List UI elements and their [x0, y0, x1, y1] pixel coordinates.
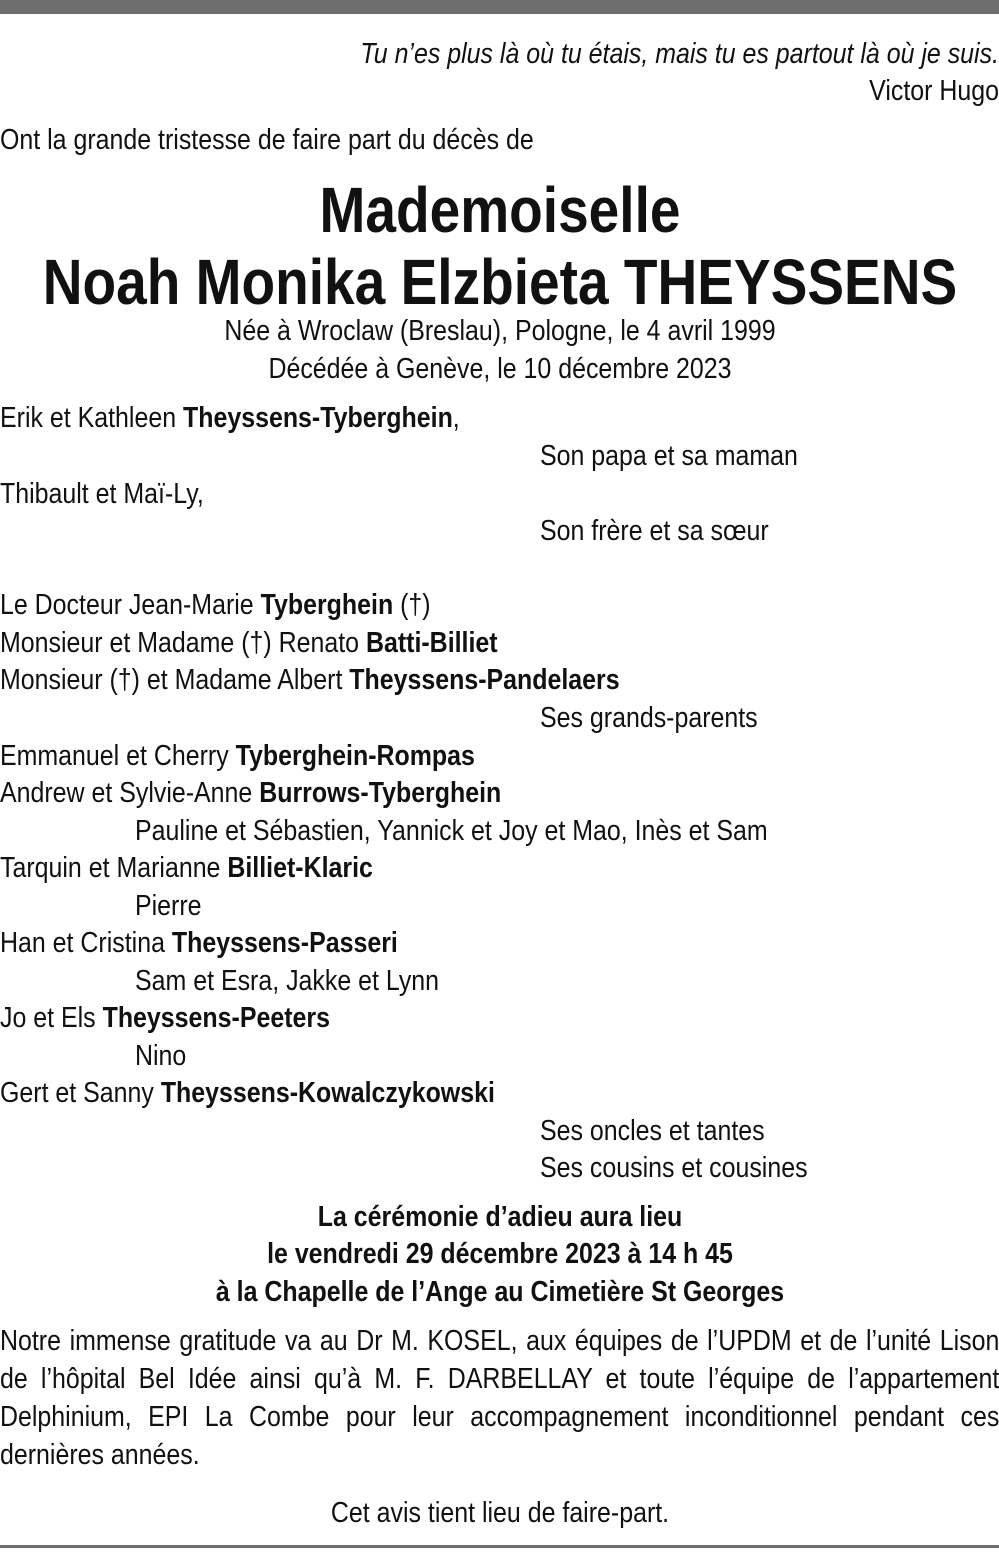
- uncle-surname: Billiet-Klaric: [227, 852, 373, 884]
- cousins-line: Pauline et Sébastien, Yannick et Joy et Mao, Inès et Sam: [135, 815, 768, 847]
- closing-line: Cet avis tient lieu de faire-part.: [330, 1497, 670, 1529]
- uncle-first: Emmanuel et Cherry: [0, 740, 236, 772]
- grandparent-suffix: (†): [393, 589, 431, 621]
- parents-suffix: ,: [452, 402, 460, 434]
- top-rule: [0, 0, 999, 14]
- grandparents-role: Ses grands-parents: [540, 702, 758, 734]
- deceased-name: Noah Monika Elzbieta THEYSSENS: [42, 246, 958, 318]
- siblings-role: Son frère et sa sœur: [540, 515, 769, 547]
- death-line: Décédée à Genève, le 10 décembre 2023: [268, 353, 732, 385]
- uncle-surname: Theyssens-Peeters: [102, 1002, 330, 1034]
- cousins-line: Nino: [135, 1040, 187, 1072]
- grandparent-first: Le Docteur Jean-Marie: [0, 589, 261, 621]
- ceremony-date: le vendredi 29 décembre 2023 à 14 h 45: [267, 1238, 733, 1270]
- cousins-line: Sam et Esra, Jakke et Lynn: [135, 965, 440, 997]
- grandparent-line: [0, 625, 999, 661]
- uncle-surname: Burrows-Tyberghein: [259, 777, 502, 809]
- parents-first-names: Erik et Kathleen: [0, 402, 184, 434]
- uncle-first: Tarquin et Marianne: [0, 852, 228, 884]
- gratitude-paragraph: Notre immense gratitude va au Dr M. KOSEL, aux équipes de l’UPDM et de l’unité Lison de l’hôpital Bel Idée ainsi qu’à M. F. DARBELLAY et toute l’équipe de l’appartement Delphinium, EPI La Combe pour leur accompagnement inconditionnel pendant ces dernières années.: [0, 1325, 999, 1471]
- uncle-surname: Theyssens-Kowalczykowski: [160, 1077, 495, 1109]
- deceased-title: Mademoiselle: [319, 174, 681, 246]
- bottom-rule: [0, 1545, 999, 1548]
- uncles-role: Ses oncles et tantes: [540, 1115, 765, 1147]
- parents-surname: Theyssens-Tyberghein: [183, 402, 453, 434]
- uncle-first: Jo et Els: [0, 1002, 103, 1034]
- grandparent-first: Monsieur (†) et Madame Albert: [0, 664, 350, 696]
- intro-text: Ont la grande tristesse de faire part du décès de: [0, 124, 534, 156]
- cousins-line: Pierre: [135, 890, 202, 922]
- cousins-role: Ses cousins et cousines: [540, 1152, 808, 1184]
- grandparent-surname: Batti-Billiet: [365, 627, 498, 659]
- uncle-first: Andrew et Sylvie-Anne: [0, 777, 260, 809]
- birth-line: Née à Wroclaw (Breslau), Pologne, le 4 avril 1999: [224, 315, 776, 347]
- uncle-line: [0, 738, 999, 774]
- family-siblings: Thibault et Maï-Ly,: [0, 478, 204, 510]
- uncle-first: Gert et Sanny: [0, 1077, 161, 1109]
- grandparent-surname: Theyssens-Pandelaers: [349, 664, 620, 696]
- epigraph-author: Victor Hugo: [869, 75, 999, 107]
- family-parents: [0, 400, 999, 436]
- uncle-line: [0, 1075, 999, 1111]
- uncle-surname: Theyssens-Passeri: [171, 927, 398, 959]
- epigraph-quote: Tu n’es plus là où tu étais, mais tu es partout là où je suis.: [360, 38, 999, 70]
- grandparent-line: [0, 587, 999, 623]
- grandparent-first: Monsieur et Madame (†) Renato: [0, 627, 366, 659]
- parents-role: Son papa et sa maman: [540, 440, 798, 472]
- uncle-line: [0, 850, 999, 886]
- ceremony-location: à la Chapelle de l’Ange au Cimetière St Georges: [215, 1276, 785, 1308]
- uncle-surname: Tyberghein-Rompas: [235, 740, 475, 772]
- uncle-first: Han et Cristina: [0, 927, 172, 959]
- grandparent-line: [0, 662, 999, 698]
- grandparent-surname: Tyberghein: [260, 589, 394, 621]
- uncle-line: [0, 775, 999, 811]
- uncle-line: [0, 1000, 999, 1036]
- uncle-line: [0, 925, 999, 961]
- ceremony-announcement: La cérémonie d’adieu aura lieu: [317, 1201, 683, 1233]
